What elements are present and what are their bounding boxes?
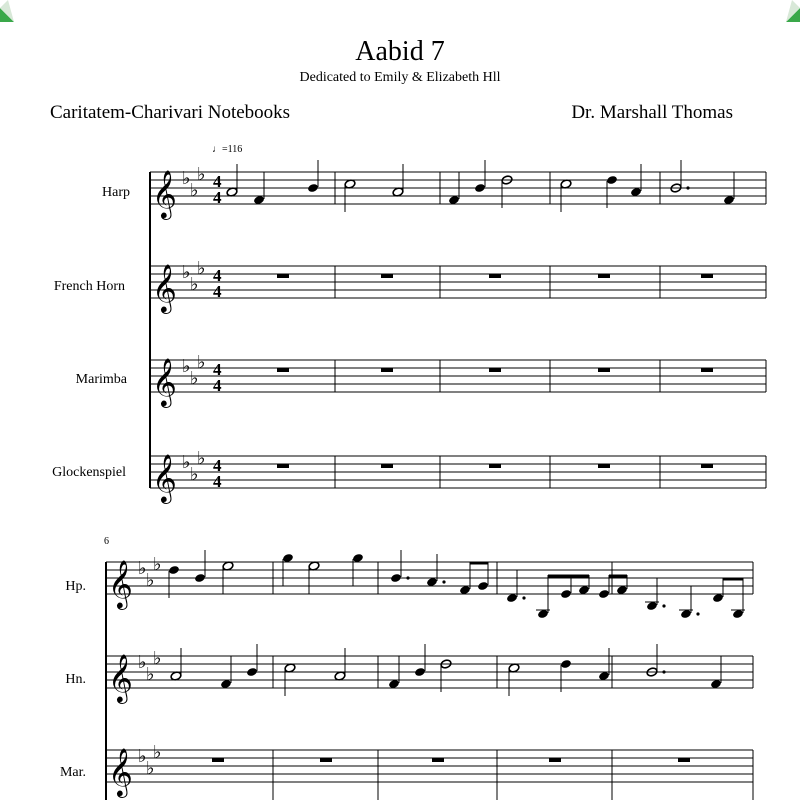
time-sig-top: 4: [213, 172, 222, 191]
treble-clef-icon: 𝄞: [108, 747, 133, 796]
whole-rest-icon: [381, 464, 393, 468]
time-sig-bottom: 4: [213, 282, 222, 301]
flat-icon: ♭: [153, 554, 162, 575]
instrument-label-glockenspiel: Glockenspiel: [52, 465, 126, 480]
staff-hp: [106, 550, 753, 619]
flat-icon: ♭: [138, 558, 147, 579]
flat-icon: ♭: [197, 164, 206, 185]
whole-rest-icon: [701, 464, 713, 468]
whole-rest-icon: [277, 464, 289, 468]
flat-icon: ♭: [197, 352, 206, 373]
whole-rest-icon: [598, 464, 610, 468]
time-sig-bottom: 4: [213, 188, 222, 207]
flat-icon: ♭: [146, 758, 155, 779]
staff-hn: [106, 644, 753, 704]
whole-rest-icon: [489, 274, 501, 278]
staff-marimba: [150, 352, 766, 408]
whole-rest-icon: [432, 758, 444, 762]
flat-icon: ♭: [153, 742, 162, 763]
time-sig-top: 4: [213, 360, 222, 379]
flat-icon: ♭: [197, 448, 206, 469]
flat-icon: ♭: [190, 180, 199, 201]
system-2: [60, 536, 753, 800]
instrument-label-hp: Hp.: [65, 579, 86, 594]
instrument-label-marimba: Marimba: [75, 372, 127, 387]
staff-glockenspiel: [150, 448, 766, 504]
whole-rest-icon: [598, 368, 610, 372]
flat-icon: ♭: [146, 570, 155, 591]
whole-rest-icon: [381, 368, 393, 372]
flat-icon: ♭: [190, 274, 199, 295]
whole-rest-icon: [549, 758, 561, 762]
whole-rest-icon: [277, 274, 289, 278]
staff-mar: [106, 742, 753, 800]
whole-rest-icon: [212, 758, 224, 762]
time-sig-top: 4: [213, 456, 222, 475]
instrument-label-hn: Hn.: [65, 672, 86, 687]
flat-icon: ♭: [138, 746, 147, 767]
flat-icon: ♭: [182, 262, 191, 283]
time-sig-top: 4: [213, 266, 222, 285]
treble-clef-icon: 𝄞: [152, 169, 177, 218]
whole-rest-icon: [598, 274, 610, 278]
instrument-label-harp: Harp: [102, 185, 130, 200]
measure-number: 6: [104, 536, 109, 547]
treble-clef-icon: 𝄞: [152, 263, 177, 312]
flat-icon: ♭: [153, 648, 162, 669]
time-sig-bottom: 4: [213, 376, 222, 395]
treble-clef-icon: 𝄞: [152, 357, 177, 406]
whole-rest-icon: [701, 274, 713, 278]
whole-rest-icon: [320, 758, 332, 762]
flat-icon: ♭: [138, 652, 147, 673]
flat-icon: ♭: [182, 452, 191, 473]
treble-clef-icon: 𝄞: [152, 453, 177, 502]
whole-rest-icon: [678, 758, 690, 762]
whole-rest-icon: [489, 464, 501, 468]
score-title: Aabid 7: [355, 36, 445, 67]
treble-clef-icon: 𝄞: [108, 653, 133, 702]
flat-icon: ♭: [190, 368, 199, 389]
instrument-label-mar: Mar.: [59, 765, 86, 780]
staff-french-horn: [150, 258, 766, 314]
whole-rest-icon: [489, 368, 501, 372]
flat-icon: ♭: [182, 356, 191, 377]
instrument-label-french-horn: French Horn: [53, 279, 125, 294]
flat-icon: ♭: [197, 258, 206, 279]
flat-icon: ♭: [190, 464, 199, 485]
flat-icon: ♭: [182, 168, 191, 189]
whole-rest-icon: [277, 368, 289, 372]
flat-icon: ♭: [146, 664, 155, 685]
score-subtitle: Dedicated to Emily & Elizabeth Hll: [299, 70, 501, 85]
system-1: [52, 160, 766, 504]
whole-rest-icon: [381, 274, 393, 278]
treble-clef-icon: 𝄞: [108, 559, 133, 608]
composer-credit: Dr. Marshall Thomas: [571, 102, 733, 123]
tempo-mark: ♩=116: [212, 144, 243, 155]
staff-harp: [150, 160, 766, 220]
publisher-credit: Caritatem-Charivari Notebooks: [50, 102, 291, 123]
time-sig-bottom: 4: [213, 472, 222, 491]
whole-rest-icon: [701, 368, 713, 372]
